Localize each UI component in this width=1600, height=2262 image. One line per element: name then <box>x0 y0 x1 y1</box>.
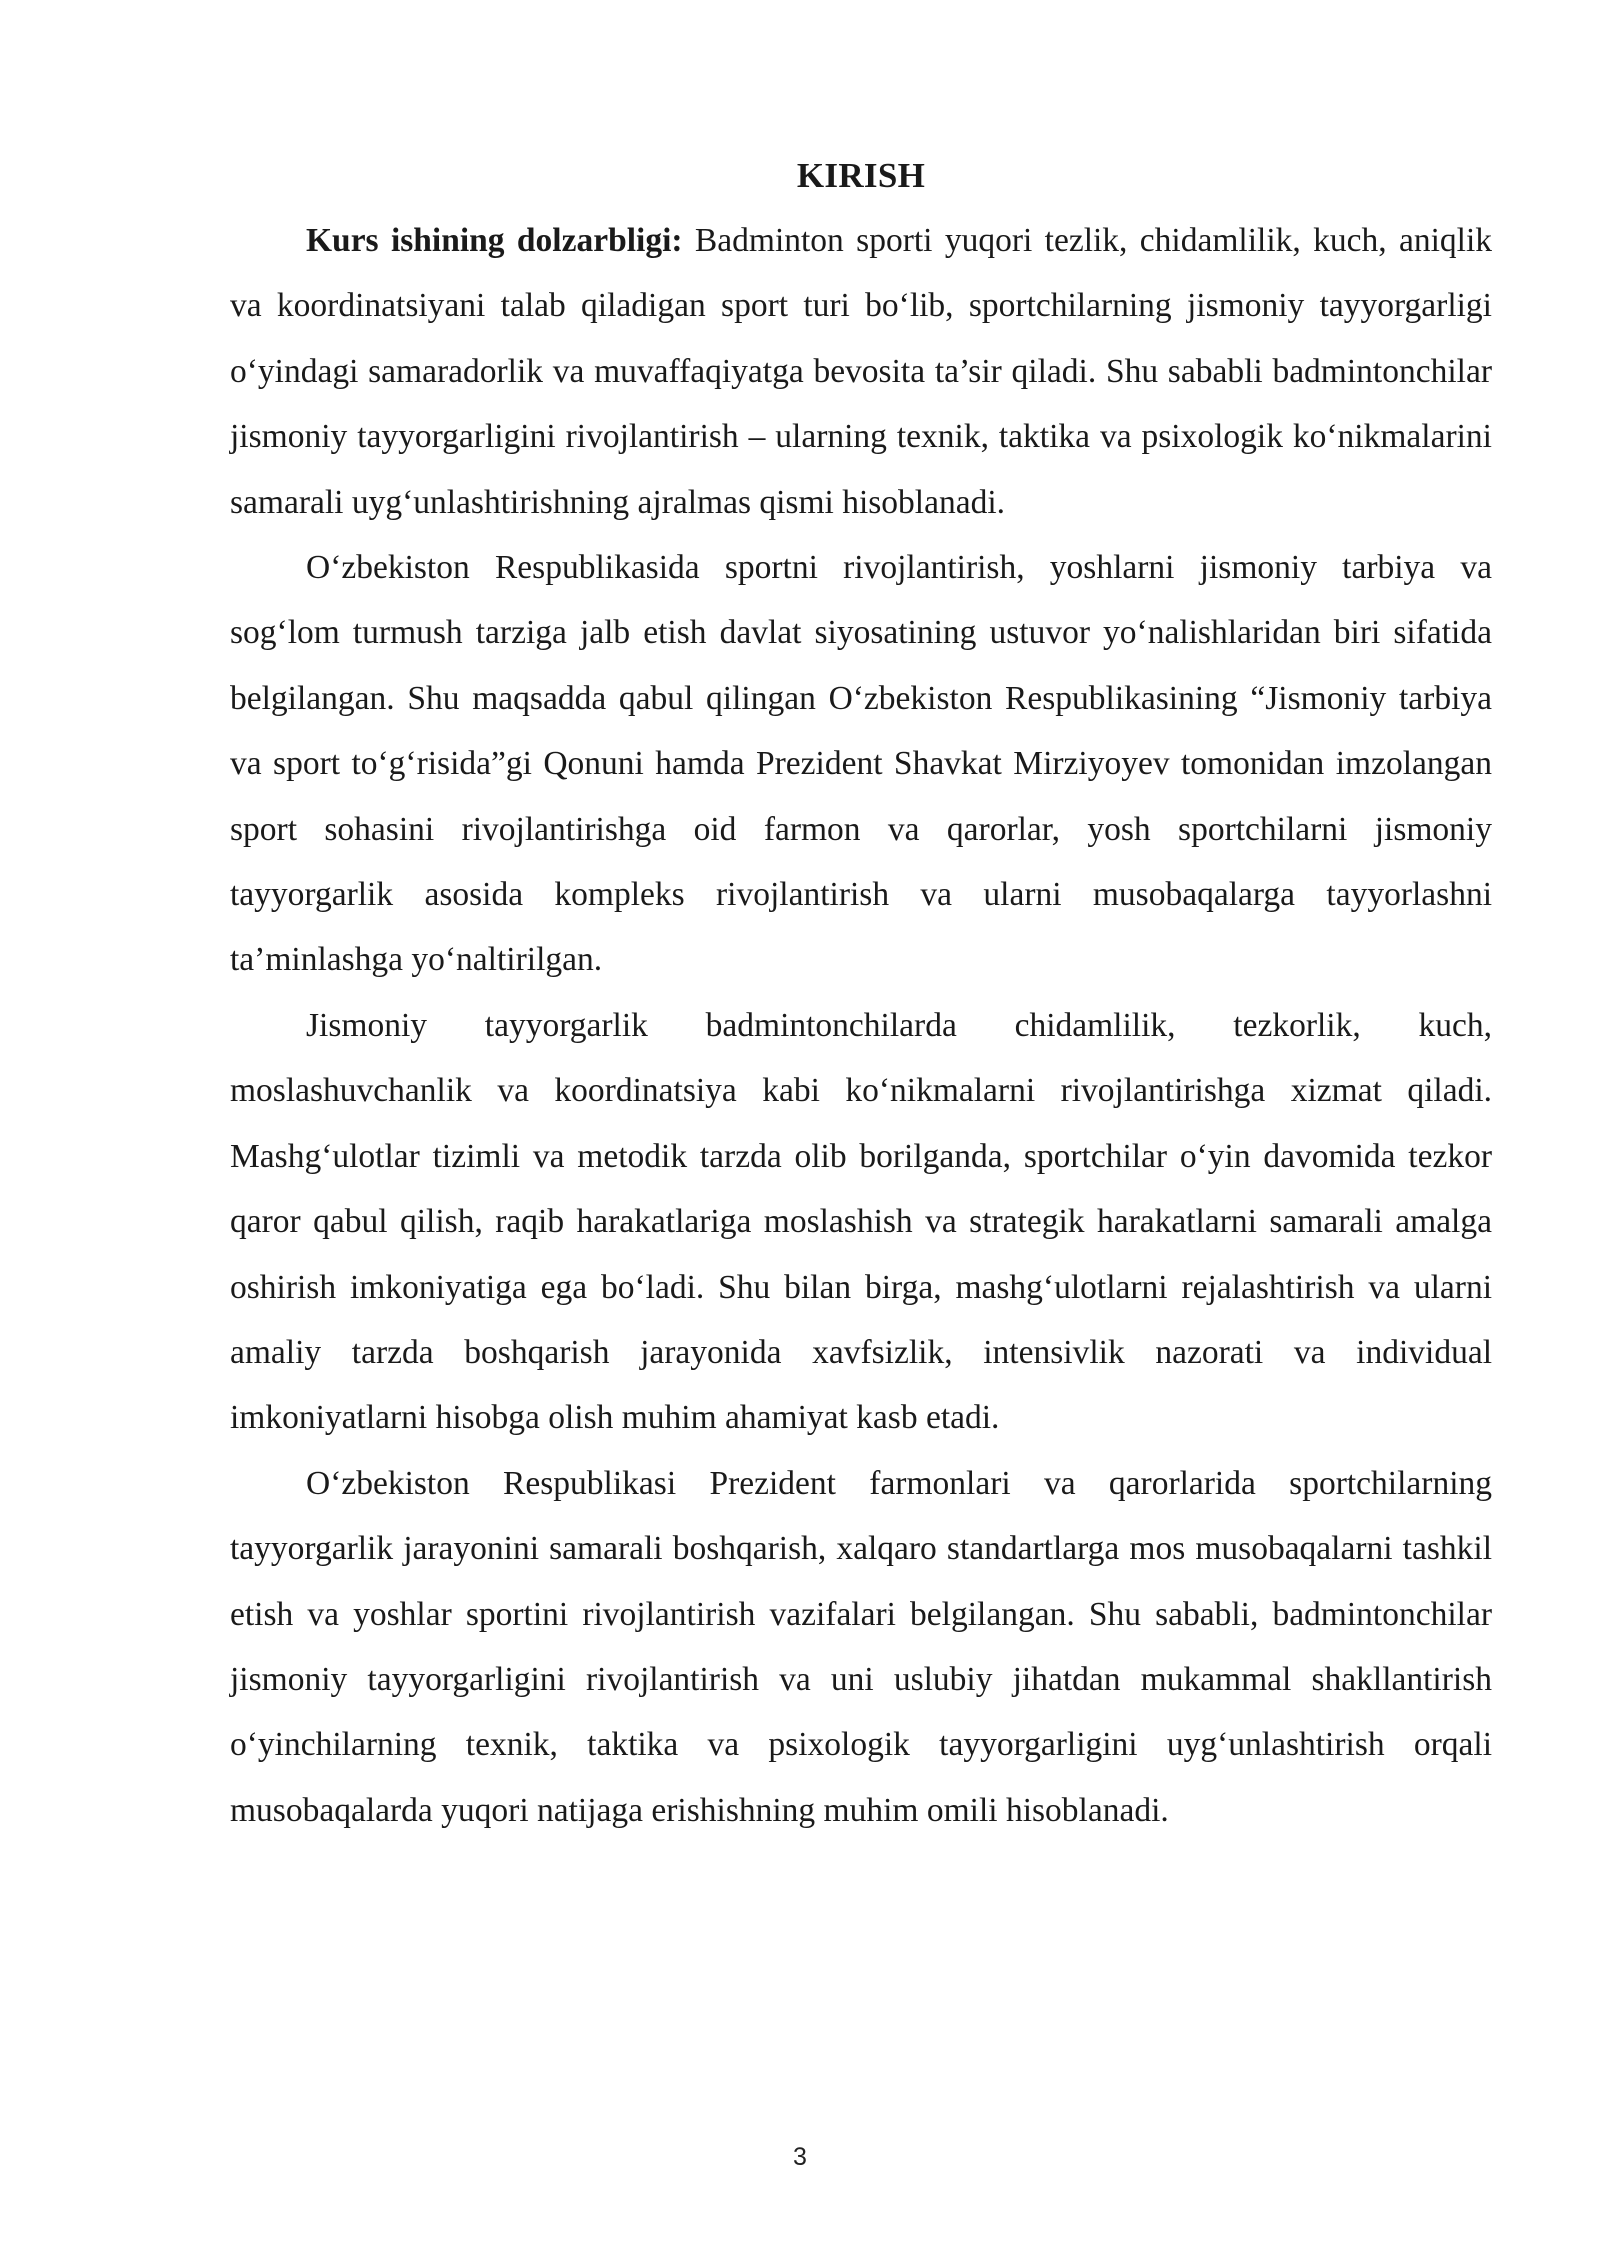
page-content <box>230 146 1492 1843</box>
paragraph-lead: Kurs ishining dolzarbligi: <box>306 222 683 259</box>
paragraph-text: Badminton sporti yuqori tezlik, chidamlilik, kuch, aniqlik va koordinatsiyani talab qiladigan sport turi bo‘lib, sportchilarning jismoniy tayyorgarligi o‘yindagi samaradorlik va muvaffaqiyatga bevosita ta’sir qiladi. Shu sababli badmintonchilar jismoniy tayyorgarligini rivojlantirish – ularning texnik, taktika va psixologik ko‘nikmalarini samarali uyg‘unlashtirishning ajralmas qismi hisoblanadi. <box>230 222 1493 521</box>
page-number: 3 <box>793 2143 807 2171</box>
section-title: KIRISH <box>796 156 926 195</box>
paragraph-relevance <box>230 208 1492 535</box>
paragraph-state-policy: O‘zbekiston Respublikasida sportni rivojlantirish, yoshlarni jismoniy tarbiya va sog‘lom turmush tarziga jalb etish davlat siyosatining ustuvor yo‘nalishlaridan biri sifatida belgilangan. Shu maqsadda qabul qilingan O‘zbekiston Respublikasining “Jismoniy tarbiya va sport to‘g‘risida”gi Qonuni hamda Prezident Shavkat Mirziyoyev tomonidan imzolangan sport sohasini rivojlantirishga oid farmon va qarorlar, yosh sportchilarni jismoniy tayyorgarlik asosida kompleks rivojlantirish va ularni musobaqalarga tayyorlashni ta’minlashga yo‘naltirilgan. <box>230 549 1492 979</box>
paragraph-physical-training: Jismoniy tayyorgarlik badmintonchilarda chidamlilik, tezkorlik, kuch, moslashuvchanlik va koordinatsiya kabi ko‘nikmalarni rivojlantirishga xizmat qiladi. Mashg‘ulotlar tizimli va metodik tarzda olib borilganda, sportchilar o‘yin davomida tezkor qaror qabul qilish, raqib harakatlariga moslashish va strategik harakatlarni samarali amalga oshirish imkoniyatiga ega bo‘ladi. Shu bilan birga, mashg‘ulotlarni rejalashtirish va ularni amaliy tarzda boshqarish jarayonida xavfsizlik, intensivlik nazorati va individual imkoniyatlarni hisobga olish muhim ahamiyat kasb etadi. <box>230 1006 1492 1437</box>
paragraph-presidential-decrees: O‘zbekiston Respublikasi Prezident farmonlari va qarorlarida sportchilarning tayyorgarlik jarayonini samarali boshqarish, xalqaro standartlarga mos musobaqalarni tashkil etish va yoshlar sportini rivojlantirish vazifalari belgilangan. Shu sababli, badmintonchilar jismoniy tayyorgarligini rivojlantirish va uni uslubiy jihatdan mukammal shakllantirish o‘yinchilarning texnik, taktika va psixologik tayyorgarligini uyg‘unlashtirish orqali musobaqalarda yuqori natijaga erishishning muhim omili hisoblanadi. <box>230 1464 1492 1829</box>
